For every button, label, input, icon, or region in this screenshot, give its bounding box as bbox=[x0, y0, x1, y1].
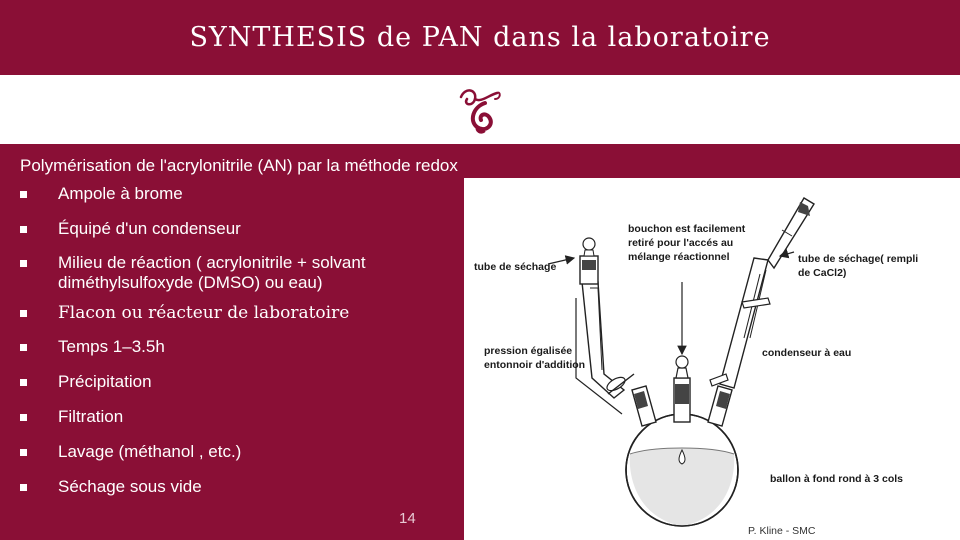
square-bullet-icon bbox=[20, 191, 27, 198]
page-number: 14 bbox=[399, 510, 416, 527]
flourish-icon bbox=[455, 83, 505, 137]
intro-text: Polymérisation de l'acrylonitrile (AN) par la méthode redox bbox=[20, 156, 458, 175]
list-item bbox=[20, 253, 460, 293]
label-funnel: pression égalisée entonnoir d'addition bbox=[484, 345, 586, 371]
list-item bbox=[20, 407, 460, 427]
square-bullet-icon bbox=[20, 260, 27, 267]
list-item bbox=[20, 337, 460, 357]
square-bullet-icon bbox=[20, 310, 27, 317]
ornament-band bbox=[0, 75, 960, 144]
title-bar bbox=[0, 0, 960, 75]
square-bullet-icon bbox=[20, 449, 27, 456]
label-drying-tube-right: tube de séchage( rempli de CaCl2) bbox=[798, 253, 919, 279]
bullet-text: Temps 1–3.5h bbox=[58, 337, 165, 356]
bullet-text: Ampole à brome bbox=[58, 184, 183, 203]
bullet-text: Équipé d'un condenseur bbox=[58, 219, 241, 238]
label-stopper: bouchon est facilement retiré pour l'accés au mélange réactionnel bbox=[628, 223, 746, 263]
bullet-text: Séchage sous vide bbox=[58, 477, 202, 496]
list-item bbox=[20, 442, 460, 462]
list-item bbox=[20, 303, 460, 323]
square-bullet-icon bbox=[20, 379, 27, 386]
bullet-text: Filtration bbox=[58, 407, 124, 426]
bullet-text: Flacon ou réacteur de laboratoire bbox=[58, 303, 350, 323]
list-item bbox=[20, 477, 460, 497]
square-bullet-icon bbox=[20, 484, 27, 491]
list-item bbox=[20, 219, 460, 239]
bullet-text: Lavage (méthanol , etc.) bbox=[58, 442, 242, 461]
list-item bbox=[20, 372, 460, 392]
label-credit: P. Kline - SMC bbox=[748, 525, 816, 537]
bullet-list bbox=[20, 182, 460, 497]
label-flask: ballon à fond rond à 3 cols bbox=[770, 473, 904, 485]
apparatus-figure bbox=[464, 178, 960, 540]
label-drying-tube-left: tube de séchage bbox=[474, 261, 557, 273]
square-bullet-icon bbox=[20, 414, 27, 421]
list-item bbox=[20, 184, 460, 204]
addition-funnel bbox=[576, 238, 634, 414]
bullet-text: Précipitation bbox=[58, 372, 152, 391]
label-condenser: condenseur à eau bbox=[762, 347, 852, 359]
square-bullet-icon bbox=[20, 226, 27, 233]
bullet-text: Milieu de réaction ( acrylonitrile + solvant diméthylsulfoxyde (DMSO) ou eau) bbox=[58, 253, 366, 292]
slide-title: SYNTHESIS de PAN dans la laboratoire bbox=[189, 22, 771, 53]
square-bullet-icon bbox=[20, 344, 27, 351]
